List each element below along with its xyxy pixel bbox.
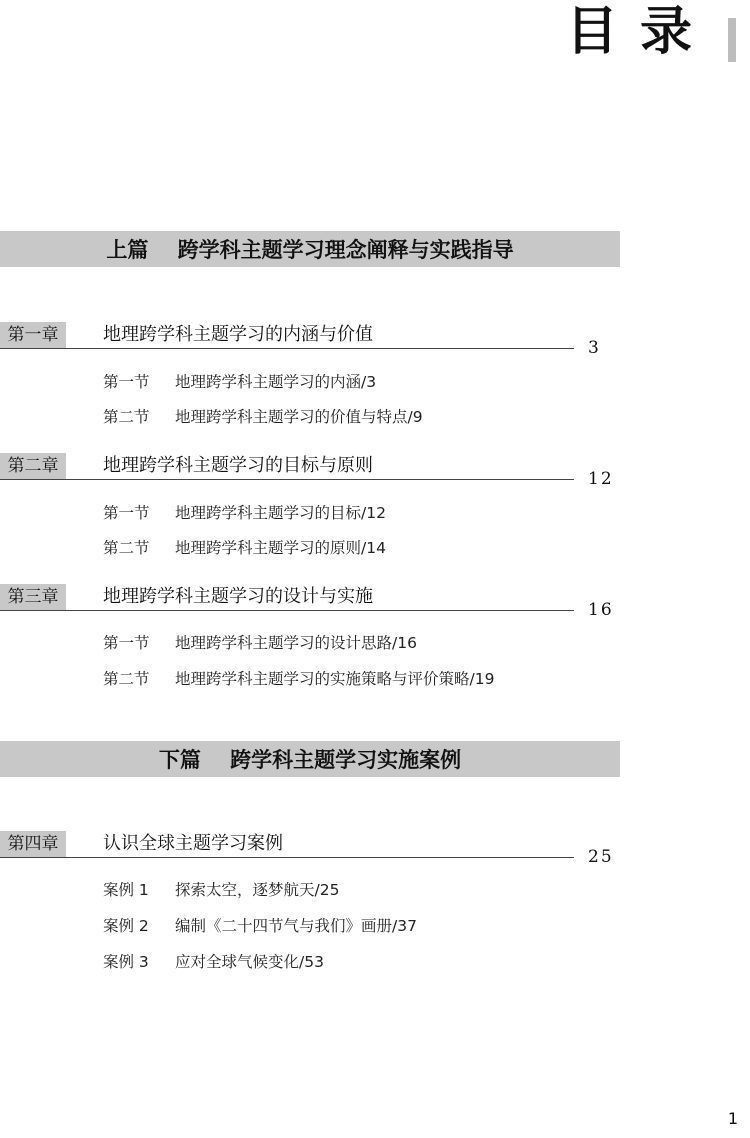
- chapter-page: 25: [588, 847, 614, 867]
- page-number: 1: [727, 1109, 738, 1128]
- part-banner-upper: [0, 231, 620, 267]
- section-label: 案例 1: [103, 881, 149, 899]
- chapter-rule: [0, 857, 574, 858]
- chapter-row[interactable]: [0, 831, 750, 879]
- section-item[interactable]: [103, 879, 339, 901]
- section-title: 地理跨学科主题学习的原则/14: [175, 539, 386, 557]
- chapter-page: 12: [588, 469, 614, 489]
- chapter-title: 认识全球主题学习案例: [103, 833, 283, 854]
- chapter-rule: [0, 610, 574, 611]
- section-item[interactable]: [103, 406, 423, 428]
- part-label: 上篇: [106, 237, 149, 262]
- chapter-label: 第一章: [0, 322, 66, 348]
- chapter-label: 第二章: [0, 453, 66, 479]
- section-title: 编制《二十四节气与我们》画册/37: [175, 917, 417, 935]
- section-title: 地理跨学科主题学习的内涵/3: [175, 373, 377, 391]
- chapter-row[interactable]: [0, 322, 750, 370]
- section-item[interactable]: [103, 951, 324, 973]
- section-item[interactable]: [103, 502, 386, 524]
- section-title: 探索太空，逐梦航天/25: [175, 881, 340, 899]
- section-title: 地理跨学科主题学习的设计思路/16: [175, 634, 417, 652]
- part-title: 跨学科主题学习理念阐释与实践指导: [177, 237, 514, 262]
- part-label: 下篇: [158, 747, 201, 772]
- chapter-label: 第三章: [0, 584, 66, 610]
- section-label: 案例 2: [103, 917, 149, 935]
- chapter-title: 地理跨学科主题学习的内涵与价值: [103, 324, 373, 345]
- section-label: 第二节: [103, 408, 150, 426]
- section-label: 第一节: [103, 504, 150, 522]
- section-title: 地理跨学科主题学习的目标/12: [175, 504, 386, 522]
- section-label: 案例 3: [103, 953, 149, 971]
- section-label: 第一节: [103, 634, 150, 652]
- section-item[interactable]: [103, 915, 417, 937]
- section-item[interactable]: [103, 632, 417, 654]
- chapter-label: 第四章: [0, 831, 66, 857]
- chapter-row[interactable]: [0, 453, 750, 501]
- chapter-rule: [0, 348, 574, 349]
- page-title: 目录: [565, 1, 714, 62]
- chapter-page: 16: [588, 600, 614, 620]
- chapter-title: 地理跨学科主题学习的设计与实施: [103, 586, 373, 607]
- chapter-title: 地理跨学科主题学习的目标与原则: [103, 455, 373, 476]
- section-item[interactable]: [103, 668, 494, 690]
- section-label: 第一节: [103, 373, 150, 391]
- title-accent-bar: [728, 18, 736, 62]
- section-item[interactable]: [103, 537, 386, 559]
- chapter-page: 3: [588, 338, 601, 358]
- section-item[interactable]: [103, 371, 376, 393]
- section-label: 第二节: [103, 670, 150, 688]
- part-title: 跨学科主题学习实施案例: [230, 747, 462, 772]
- section-title: 地理跨学科主题学习的价值与特点/9: [175, 408, 423, 426]
- section-label: 第二节: [103, 539, 150, 557]
- chapter-row[interactable]: [0, 584, 750, 632]
- section-title: 地理跨学科主题学习的实施策略与评价策略/19: [175, 670, 495, 688]
- part-banner-lower: [0, 741, 620, 777]
- chapter-rule: [0, 479, 574, 480]
- section-title: 应对全球气候变化/53: [175, 953, 324, 971]
